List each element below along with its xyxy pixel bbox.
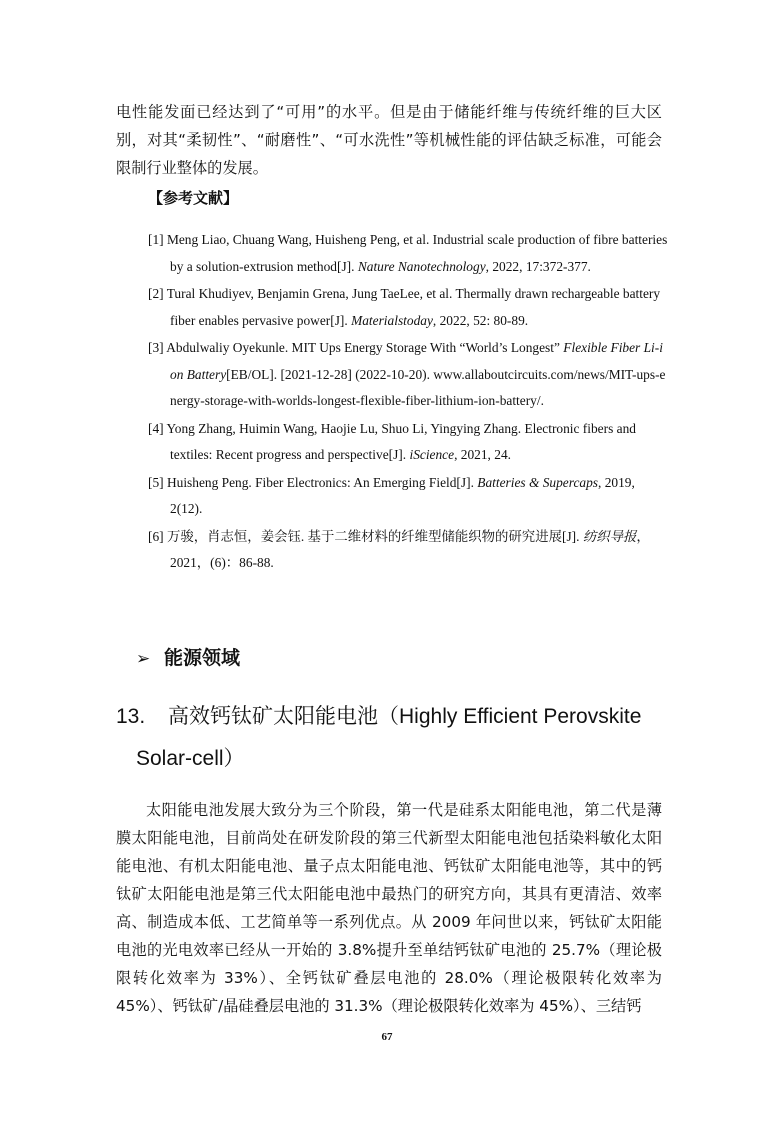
reference-text-end: ，2021，(6)：86-88.: [170, 528, 650, 570]
reference-title: Flexible Fiber Li-ion Battery: [170, 340, 663, 382]
reference-text: [2] Tural Khudiyev, Benjamin Grena, Jung TaeLee, et al. Thermally drawn rechargeable battery fiber enables pervasive power[J].: [148, 286, 661, 328]
arrow-bullet-icon: ➢: [136, 649, 151, 669]
reference-journal: iScience: [409, 447, 455, 462]
reference-list: [148, 227, 668, 578]
intro-paragraph: 电性能发面已经达到了“可用”的水平。但是由于储能纤维与传统纤维的巨大区别，对其“柔韧性”、“耐磨性”、“可水洗性”等机械性能的评估缺乏标准，可能会限制行业整体的发展。: [116, 103, 662, 177]
reference-journal: Materialstoday: [351, 312, 433, 328]
reference-item-6: [148, 524, 668, 577]
reference-text-end: , 2022, 52: 80-89.: [432, 312, 529, 328]
reference-item-3: [148, 335, 668, 415]
section-title: 能源领域: [164, 647, 241, 669]
reference-journal: Nature Nanotechnology: [357, 258, 486, 274]
reference-text-end: , 2019, 2(12).: [170, 474, 635, 516]
reference-journal: 纺织导报: [582, 528, 637, 544]
reference-text: [5] Huisheng Peng. Fiber Electronics: An Emerging Field[J].: [148, 474, 478, 490]
body-paragraph: 太阳能电池发展大致分为三个阶段，第一代是硅系太阳能电池，第二代是薄膜太阳能电池，目前尚处在研发阶段的第三代新型太阳能电池包括染料敏化太阳能电池、有机太阳能电池、量子点太阳能电池、钙钛矿太阳能电池等，其中的钙钛矿太阳能电池是第三代太阳能电池中最热门的研究方向，其具有更清洁、效率高、制造成本低、工艺简单等一系列优点。从 2009 年问世以来，钙钛矿太阳能电池的光电效率已经从一开始的 3.8%提升至单结钙钛矿电池的 25.7%（理论极限转化效率为 33%）、全钙钛矿叠层电池的 28.0%（理论极限转化效率为 45%）、钙钛矿/晶硅叠层电池的 31.3%（理论极限转化效率为 45%）、三结钙: [116, 801, 662, 1015]
section-heading: [136, 642, 240, 675]
references-heading: 【参考文献】: [148, 189, 239, 207]
reference-item-2: [148, 281, 668, 334]
reference-text: [3] Abdulwaliy Oyekunle. MIT Ups Energy Storage With “World’s Longest”: [148, 340, 564, 355]
reference-item-5: [148, 470, 668, 523]
reference-text: [1] Meng Liao, Chuang Wang, Huisheng Peng, et al. Industrial scale production of fibre batteries by a solution-extrusion method[J].: [148, 232, 668, 274]
reference-text: [6] 万骏，肖志恒，姜会钰. 基于二维材料的纤维型储能织物的研究进展[J].: [148, 528, 583, 544]
reference-text: [4] Yong Zhang, Huimin Wang, Haojie Lu, Shuo Li, Yingying Zhang. Electronic fibers and textiles: Recent progress and perspective[J].: [148, 420, 636, 462]
page-number: 67: [381, 1031, 393, 1043]
heading-title-line1: 高效钙钛矿太阳能电池（Highly Efficient Perovskite: [168, 705, 642, 728]
reference-text-end: , 2022, 17:372-377.: [485, 258, 591, 274]
subsection-heading-13: [116, 696, 676, 780]
reference-text-end: [EB/OL]. [2021-12-28] (2022-10-20). www.allaboutcircuits.com/news/MIT-ups-energy-storage-with-worlds-longest-flexible-fiber-lithium-ion-battery/.: [170, 366, 666, 408]
reference-text-end: , 2021, 24.: [454, 447, 511, 462]
reference-item-4: [148, 416, 668, 469]
heading-number: 13.: [116, 705, 146, 728]
reference-item-1: [148, 227, 668, 280]
reference-journal: Batteries & Supercaps: [477, 474, 599, 490]
heading-title-line2: Solar-cell）: [136, 747, 245, 770]
